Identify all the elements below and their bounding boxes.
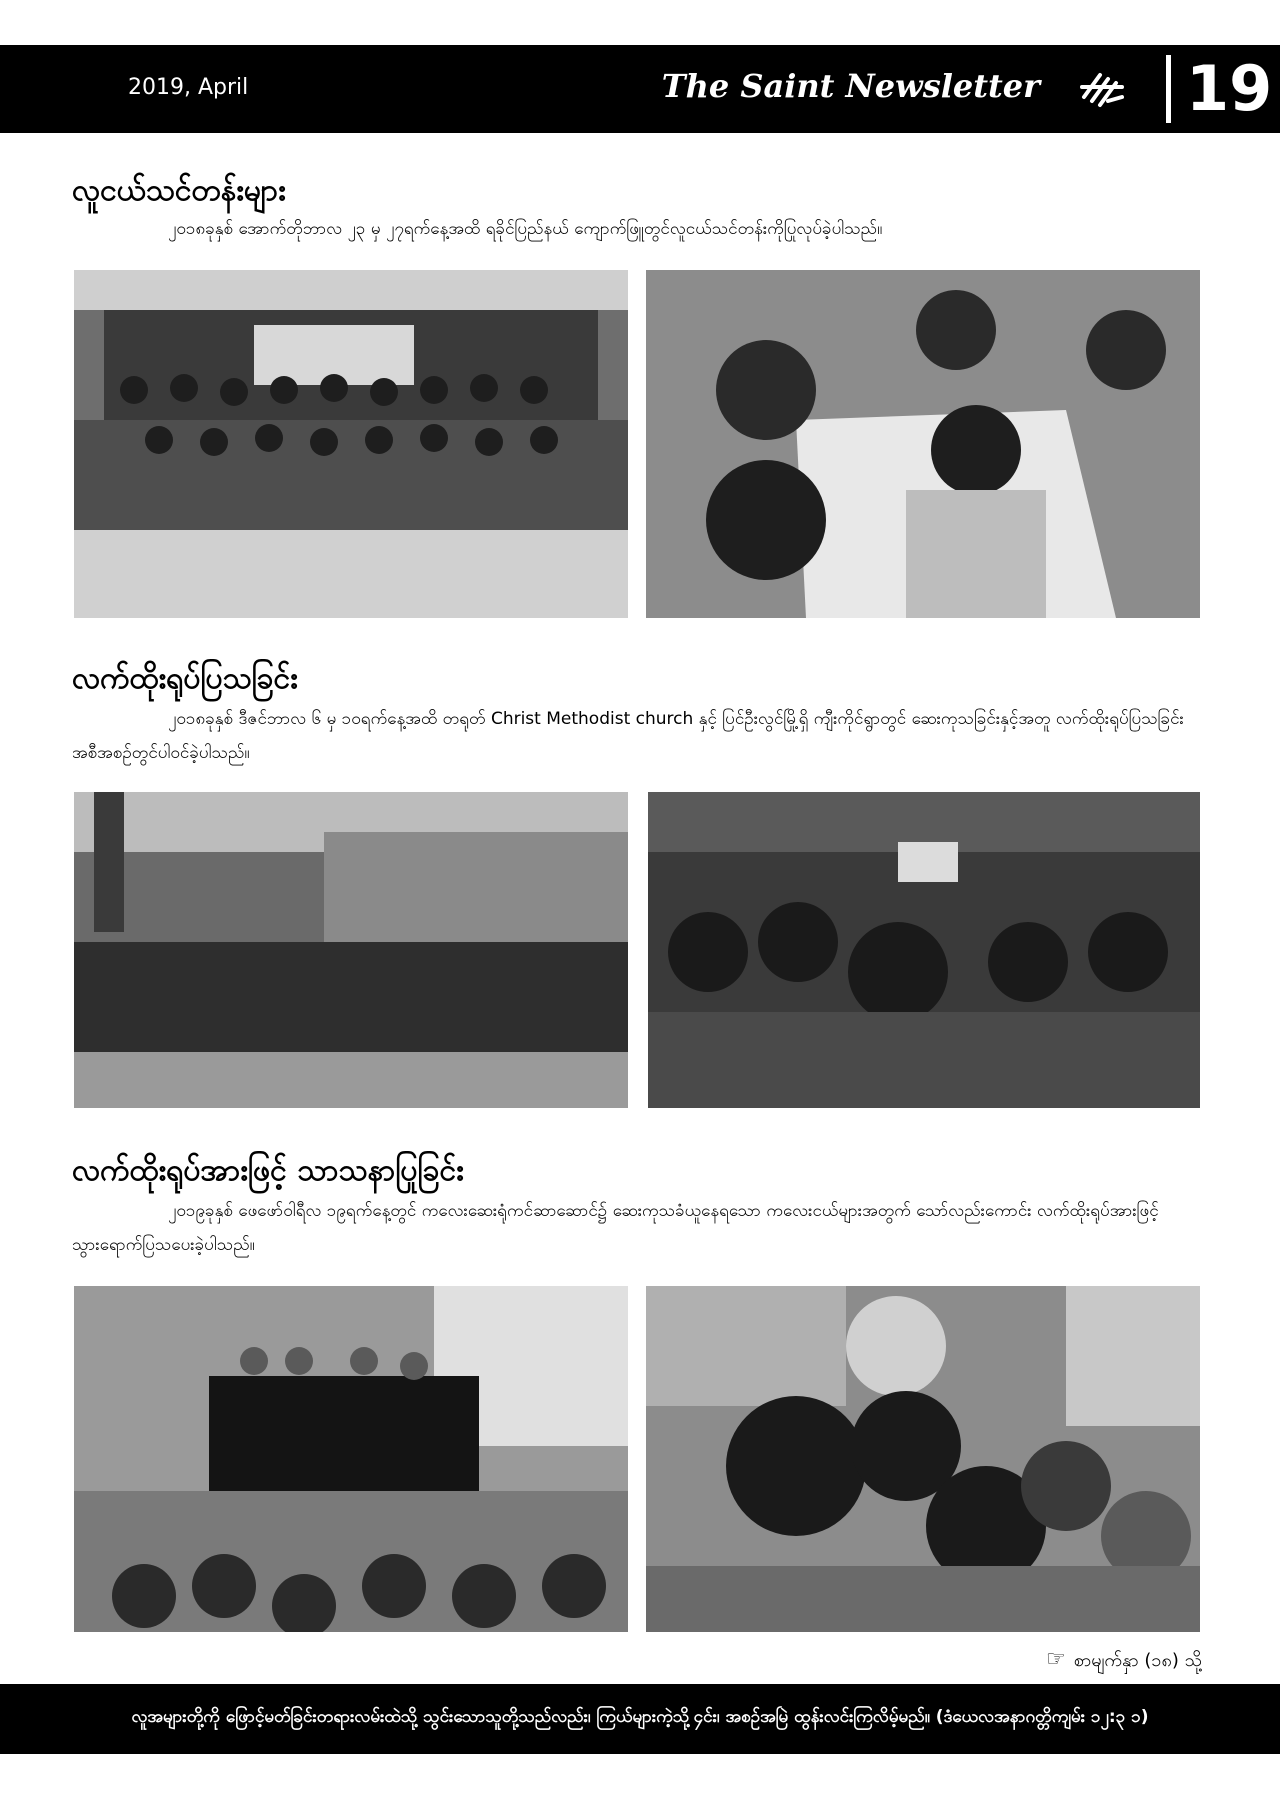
photo-youth-workshop xyxy=(646,270,1200,618)
photo-village-group xyxy=(74,792,628,1108)
credit-text: စာမျက်နှာ (၁၈) သို့ xyxy=(1073,1650,1202,1671)
footer-quote: လူအများတို့ကို ဖြောင့်မတ်ခြင်းတရားလမ်းထဲသို့ သွင်းသောသူတို့သည်လည်း၊ ကြယ်များကဲ့သို့၄င်း၊ အစဉ်အမြဲ ထွန်းလင်းကြလိမ့်မည်။ (ဒံယေလအနာဂတ္တိကျမ်း ၁၂:၃ ၁) xyxy=(131,1707,1149,1727)
section-heading: လက်ထိုးရုပ်အားဖြင့် သာသနာပြုခြင်း xyxy=(72,1153,464,1188)
photo-hospital-puppet-stage xyxy=(74,1286,628,1632)
photo-youth-group xyxy=(74,270,628,618)
section-body: ၂၀၁၉ခုနှစ် ဖေဖော်ဝါရီလ ၁၉ရက်နေ့တွင် ကလေးဆေးရုံကင်ဆာဆောင်၌ ဆေးကုသခံယူနေရသော ကလေးငယ်များအတွက် သော်လည်းကောင်း လက်ထိုးရုပ်အားဖြင့် သွားရောက်ပြသပေးခဲ့ပါသည်။ xyxy=(72,1201,1159,1255)
photo-hospital-puppeteers xyxy=(646,1286,1200,1632)
header-bar xyxy=(0,45,1280,133)
header-divider xyxy=(1166,55,1171,123)
section-heading: လူငယ်သင်တန်းများ xyxy=(72,173,286,208)
section-body: ၂၀၁၈ခုနှစ် အောက်တိုဘာလ ၂၃ မှ ၂၇ရက်နေ့အထိ ရခိုင်ပြည်နယ် ကျောက်ဖြူတွင်လူငယ်သင်တန်းကိုပြုလုပ်ခဲ့ပါသည်။ xyxy=(168,219,883,239)
issue-date: 2019, April xyxy=(128,75,249,100)
footer-bar xyxy=(0,1684,1280,1754)
section-heading: လက်ထိုးရုပ်ပြသခြင်း xyxy=(72,661,298,696)
newsletter-title: The Saint Newsletter xyxy=(661,67,1040,105)
saint-logo-icon xyxy=(1078,67,1128,111)
photo-clinic-crowd xyxy=(648,792,1200,1108)
continued-credit xyxy=(1046,1647,1202,1675)
section-body: ၂၀၁၈ခုနှစ် ဒီဇင်ဘာလ ၆ မှ ၁၀ရက်နေ့အထိ တရုတ် Christ Methodist church နှင့် ပြင်ဦးလွင်မြို့ရှိ ကျီးကိုင်ရွာတွင် ဆေးကုသခြင်းနှင့်အတူ လက်ထိုးရုပ်ပြသခြင်းအစီအစဉ်တွင်ပါဝင်ခဲ့ပါသည်။ xyxy=(72,709,1184,763)
page-number: 19 xyxy=(1186,52,1273,125)
pointing-hand-icon: ☞ xyxy=(1045,1647,1066,1672)
